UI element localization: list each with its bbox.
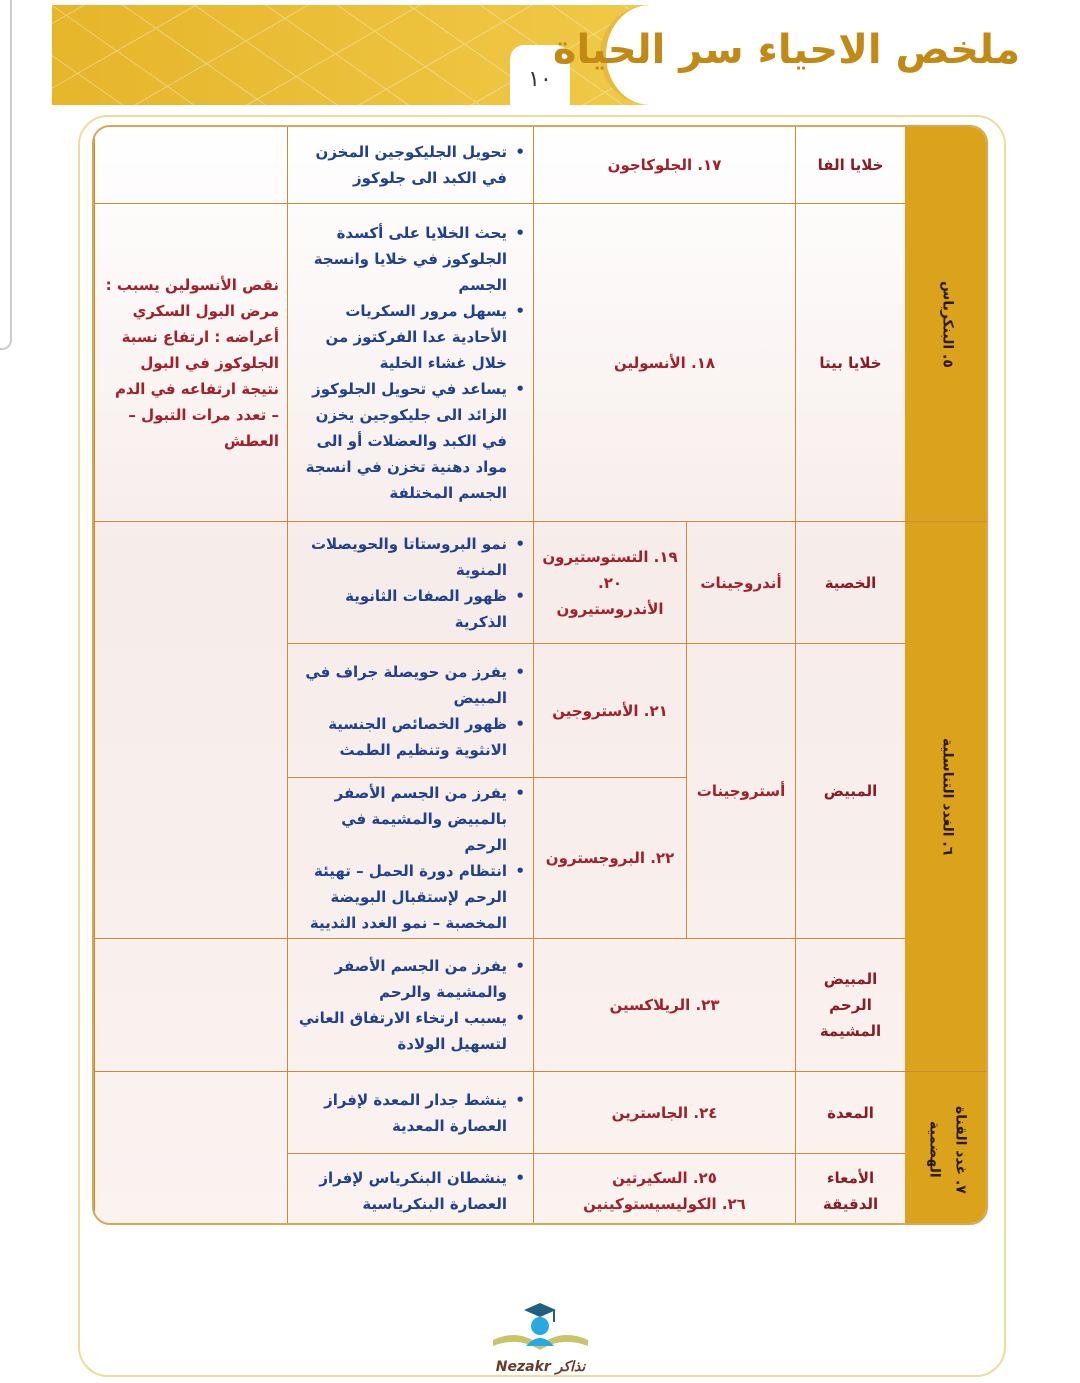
function-cell (287, 778, 533, 939)
note-cell (94, 939, 287, 1072)
function-cell (287, 1072, 533, 1154)
hormone-class-cell: أستروجينات (686, 644, 795, 939)
note-cell (94, 522, 287, 939)
function-item: • ظهور الصفات الثانوية الذكرية (296, 583, 525, 635)
function-item: • ينشطان البنكرياس لإفراز العصارة البنكرياسية (296, 1165, 525, 1217)
scrollbar-edge (0, 0, 12, 350)
function-cell (287, 939, 533, 1072)
function-item: • نمو البروستاتا والحويصلات المنوية (296, 531, 525, 583)
hormone-cell: ٢٣. الريلاكسين (533, 939, 795, 1072)
hormone-name: ٢٠. الأندروستيرون (556, 573, 664, 618)
nezakr-logo (488, 1300, 593, 1375)
function-item: • يفرز من حويصلة جراف في المبيض (296, 659, 525, 711)
function-cell (287, 522, 533, 644)
page-number: ١٠ (510, 45, 570, 105)
function-item: • يفرز من الجسم الأصفر والمشيمة والرحم (296, 953, 525, 1005)
function-item: • يحث الخلايا على أكسدة الجلوكوز في خلايا وانسجة الجسم (296, 220, 525, 298)
hormone-cell: ٢١. الأستروجين (533, 644, 686, 778)
hormone-cell: ١٨. الأنسولين (533, 204, 795, 522)
title-container (552, 5, 1030, 105)
note-cell: نقص الأنسولين يسبب : مرض البول السكري أعراضه : ارتفاع نسبة الجلوكوز في البول نتيجة ارتفاعه في الدم – تعدد مرات التبول – العطش (94, 204, 287, 522)
function-item: • يساعد في تحويل الجلوكوز الزائد الى جليكوجين يخزن في الكبد والعضلات أو الى مواد دهنية تخزن في انسجة الجسم المختلفة (296, 376, 525, 506)
page-title: ملخص الاحياء سر الحياة (552, 27, 1020, 73)
note-cell (94, 127, 287, 204)
organ-cell: المبيض الرحم المشيمة (795, 939, 905, 1072)
hormones-table (92, 125, 988, 1225)
function-cell (287, 644, 533, 778)
organ-cell: الخصية (795, 522, 905, 644)
function-item: • يسهل مرور السكريات الأحادية عدا الفركتوز من خلال غشاء الخلية (296, 298, 525, 376)
function-item: • ينشط جدار المعدة لإفراز العصارة المعدية (296, 1087, 525, 1139)
hormone-name: ١٩. التستوستيرون (542, 547, 678, 566)
function-item: • تحويل الجليكوجين المخزن في الكبد الى جلوكوز (296, 139, 525, 191)
hormone-cell (533, 1154, 795, 1225)
organ-cell: خلايا بيتا (795, 204, 905, 522)
function-item: • يفرز من الجسم الأصفر بالمبيض والمشيمة في الرحم (296, 780, 525, 858)
organ-cell: خلايا الفا (795, 127, 905, 204)
function-item: • انتظام دورة الحمل – تهيئة الرحم لإستقبال البويضة المخصبة – نمو الغدد الثديية (296, 858, 525, 936)
function-item: • ظهور الخصائص الجنسية الانثوية وتنظيم الطمث (296, 711, 525, 763)
hormone-name: ٢٥. السكيرتين (612, 1168, 717, 1187)
function-cell (287, 127, 533, 204)
section-digestive: ٧. غدد القناة الهضمية (905, 1072, 988, 1225)
hormone-name: ٢٦. الكوليسيستوكينين (583, 1194, 746, 1213)
organ-cell: المبيض (795, 644, 905, 939)
hormone-class-cell: أندروجينات (686, 522, 795, 644)
note-cell (94, 1072, 287, 1225)
hormone-cell (533, 522, 686, 644)
function-item: • يسبب ارتخاء الارتفاق العاني لتسهيل الولادة (296, 1005, 525, 1057)
graduate-book-icon (488, 1300, 593, 1355)
organ-cell: الأمعاء الدقيقة (795, 1154, 905, 1225)
hormone-cell: ٢٤. الجاسترين (533, 1072, 795, 1154)
function-cell (287, 1154, 533, 1225)
logo-text: Nezakr نذاكر (495, 1359, 586, 1375)
organ-cell: المعدة (795, 1072, 905, 1154)
function-cell (287, 204, 533, 522)
section-pancreas: ٥. البنكرياس (905, 127, 988, 522)
section-reproductive: ٦. الغدد التناسلية (905, 522, 988, 1072)
hormone-cell: ١٧. الجلوكاجون (533, 127, 795, 204)
hormone-cell: ٢٢. البروجسترون (533, 778, 686, 939)
